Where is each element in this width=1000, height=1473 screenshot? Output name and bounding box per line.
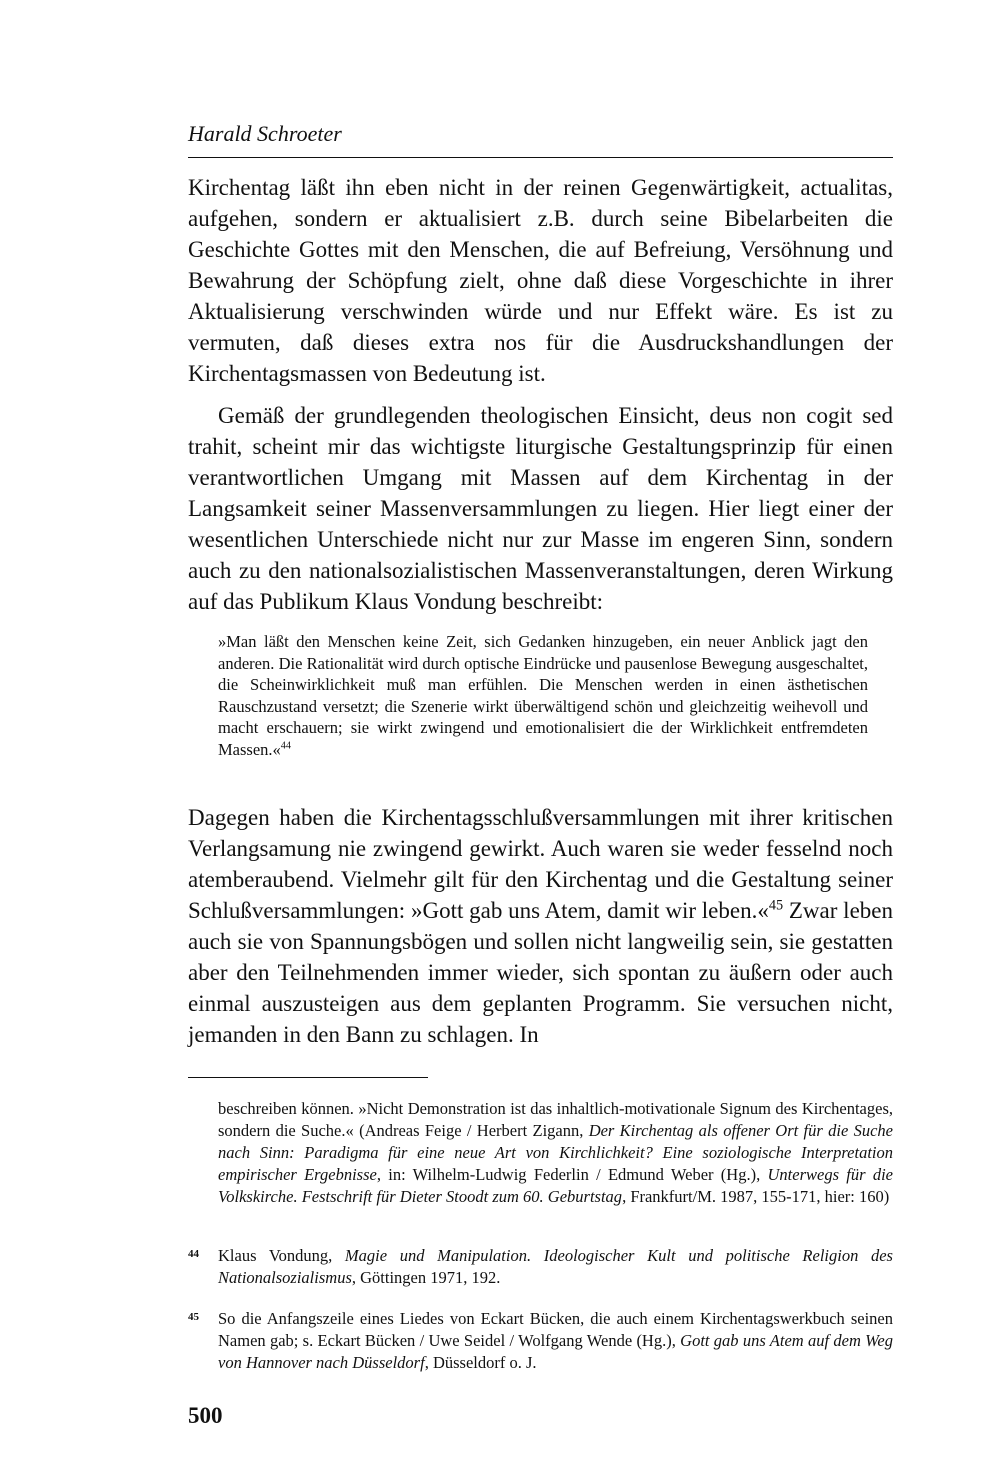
footnote-rule <box>188 1077 428 1078</box>
footnote-44 <box>188 1245 893 1289</box>
fn-cont-title-2: Unterwegs für die Volkskirche. Festschrift für Dieter Stoodt zum 60. Geburtstag <box>218 1165 893 1206</box>
footnote-44-body <box>218 1245 893 1289</box>
footnote-45 <box>188 1308 893 1374</box>
fn45-text-2: , Düsseldorf o. J. <box>424 1353 537 1372</box>
footnote-ref-44: 44 <box>280 740 292 751</box>
fn-cont-text-1: beschreiben können. »Nicht Demonstration ist das inhaltlich-motivationale Signum des Kirchentages, sondern die Suche.« (Andreas Feige / Herbert Zigann, <box>218 1099 893 1140</box>
fn45-text-1: So die Anfangszeile eines Liedes von Eckart Bücken, die auch einem Kirchentagswerkbuch seinen Namen gab; s. Eckart Bücken / Uwe Seidel / Wolfgang Wende (Hg.), <box>218 1309 893 1350</box>
paragraph-1: Kirchentag läßt ihn eben nicht in der reinen Gegenwärtigkeit, actualitas, aufgehen, sondern er aktualisiert z.B. durch seine Bibelarbeiten die Geschichte Gottes mit den Menschen, die auf Befreiung, Versöhnung und Bewahrung der Schöpfung zielt, ohne daß diese Vorgeschichte in ihrer Aktualisierung verschwinden würde und nur Effekt wäre. Es ist zu vermuten, daß dieses extra nos für die Ausdruckshandlungen der Kirchentagsmassen von Bedeutung ist. <box>188 175 893 386</box>
fn44-text-1: Klaus Vondung, <box>218 1246 345 1265</box>
footnote-44-mark: 44 <box>188 1248 199 1260</box>
footnote-45-mark: 45 <box>188 1311 199 1323</box>
page-number: 500 <box>188 1403 223 1428</box>
fn45-title: Gott gab uns Atem auf dem Weg von Hannover nach Düsseldorf <box>218 1331 893 1372</box>
paragraph-3-part-b: Zwar leben auch sie von Spannungsbögen und sollen nicht langweilig sein, sie gestatten aber den Teilnehmenden immer wieder, sich spontan zu äußern oder auch einmal auszusteigen aus dem geplanten Programm. Sie versuchen nicht, jemanden in den Bann zu schlagen. In <box>188 898 893 1047</box>
footnote-45-body <box>218 1308 893 1374</box>
block-quote <box>218 631 868 760</box>
fn-cont-text-3: , Frankfurt/M. 1987, 155-171, hier: 160) <box>622 1187 890 1206</box>
footnote-continued-body <box>218 1098 893 1208</box>
footnote-continued <box>188 1098 893 1208</box>
footnote-ref-45: 45 <box>768 897 784 914</box>
header-rule <box>188 157 893 158</box>
block-quote-text: »Man läßt den Menschen keine Zeit, sich Gedanken hinzugeben, ein neuer Anblick jagt den anderen. Die Rationalität wird durch optische Eindrücke und pausenlose Bewegung ausgeschaltet, die Scheinwirklichkeit muß man erfühlen. Die Menschen werden in einen ästhetischen Rauschzustand versetzt; die Szenerie wirkt überwältigend schön und gleichzeitig weihevoll und macht erschauern; sie wirkt zwingend und emotionalisiert die der Wirklichkeit entfremdeten Massen.« <box>218 632 868 759</box>
fn-cont-title-1: Der Kirchentag als offener Ort für die Suche nach Sinn: Paradigma für eine neue Art von Kirchlichkeit? Eine soziologische Interpretation empirischer Ergebnisse <box>218 1121 893 1184</box>
paragraph-3-part-a: Dagegen haben die Kirchentagsschlußversammlungen mit ihrer kritischen Verlangsamung nie zwingend gewirkt. Auch waren sie weder fesselnd noch atemberaubend. Vielmehr gilt für den Kirchentag und die Gestaltung seiner Schlußversammlungen: »Gott gab uns Atem, damit wir leben.« <box>188 805 893 923</box>
running-head-author: Harald Schroeter <box>188 121 342 146</box>
fn-cont-text-2: , in: Wilhelm-Ludwig Federlin / Edmund Weber (Hg.), <box>376 1165 768 1184</box>
fn44-text-2: , Göttingen 1971, 192. <box>351 1268 501 1287</box>
paragraph-3 <box>188 802 893 1050</box>
fn44-title: Magie und Manipulation. Ideologischer Kult und politische Religion des Nationalsozialismus <box>218 1246 893 1287</box>
paragraph-2: Gemäß der grundlegenden theologischen Einsicht, deus non cogit sed trahit, scheint mir das wichtigste liturgische Gestaltungsprinzip für einen verantwortlichen Umgang mit Massen auf dem Kirchentag in der Langsamkeit seiner Massenversammlungen zu liegen. Hier liegt einer der wesentlichen Unterschiede nicht nur zur Masse im engeren Sinn, sondern auch zu den nationalsozialistischen Massenveranstaltungen, deren Wirkung auf das Publikum Klaus Vondung beschreibt: <box>188 403 893 614</box>
